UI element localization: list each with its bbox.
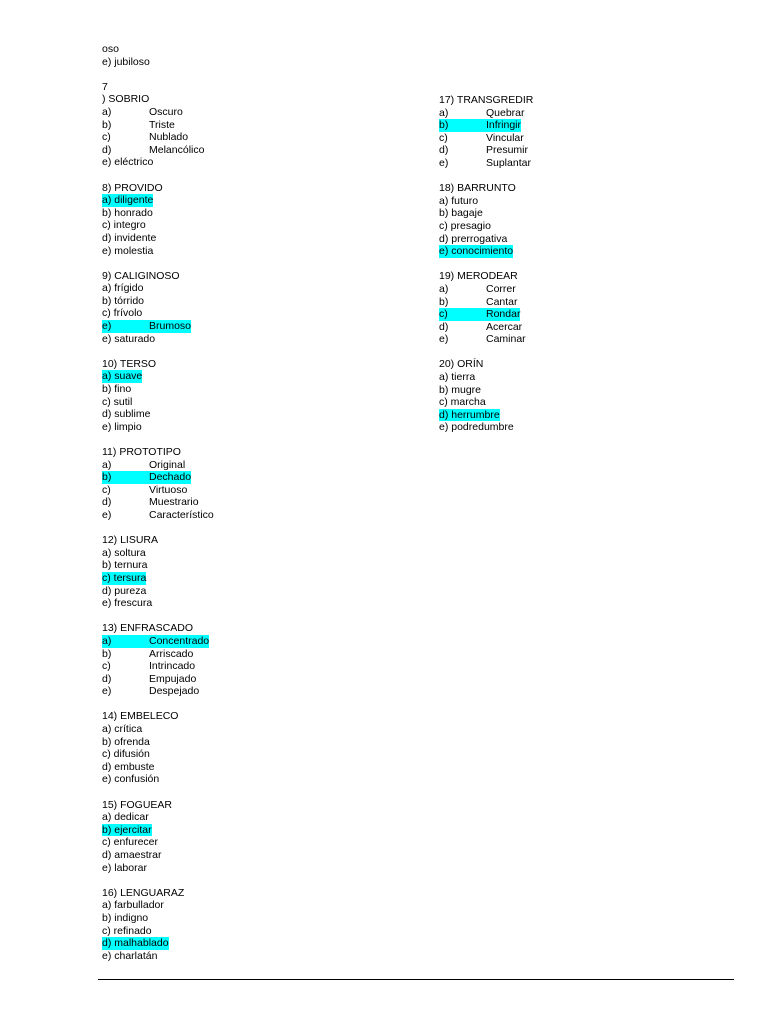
answer-text-wrap bbox=[102, 459, 185, 471]
answer-option bbox=[102, 207, 214, 220]
answer-option bbox=[102, 219, 214, 232]
option-text: c) tersura bbox=[102, 571, 147, 584]
answer-option bbox=[102, 899, 214, 912]
option-text: Característico bbox=[149, 508, 214, 521]
highlighted-answer bbox=[439, 409, 500, 422]
answer-text-wrap bbox=[439, 107, 525, 119]
option-letter: d) bbox=[102, 672, 112, 685]
option-text: c) difusión bbox=[102, 748, 150, 761]
answer-text-wrap bbox=[102, 396, 132, 408]
option-letter: e) bbox=[439, 156, 449, 169]
option-text: b) mugre bbox=[439, 383, 482, 396]
intro-line: oso bbox=[102, 43, 119, 55]
option-text: Empujado bbox=[149, 672, 197, 685]
answer-option bbox=[102, 648, 214, 661]
answer-text-wrap bbox=[102, 509, 214, 521]
question-title: 9) CALIGINOSO bbox=[102, 269, 180, 282]
right-question-list bbox=[439, 94, 533, 434]
answer-text-wrap bbox=[102, 484, 187, 496]
option-text: c) enfurecer bbox=[102, 836, 159, 849]
option-letter: c) bbox=[439, 308, 448, 321]
question-title: 16) LENGUARAZ bbox=[102, 886, 185, 899]
highlighted-answer bbox=[102, 370, 142, 383]
option-text: Muestrario bbox=[149, 496, 199, 509]
answer-option bbox=[439, 321, 533, 334]
answer-text-wrap bbox=[102, 547, 146, 559]
option-text: b) ofrenda bbox=[102, 735, 150, 748]
option-text: b) ternura bbox=[102, 559, 148, 572]
option-text: e) limpio bbox=[102, 420, 142, 433]
answer-option bbox=[439, 396, 533, 409]
question-title: 18) BARRUNTO bbox=[439, 182, 516, 195]
question-title: 13) ENFRASCADO bbox=[102, 622, 194, 635]
option-letter: d) bbox=[102, 143, 112, 156]
question-block bbox=[102, 887, 214, 963]
option-letter: a) bbox=[439, 106, 449, 119]
option-text: Intrincado bbox=[149, 660, 196, 673]
answer-text-wrap bbox=[102, 421, 142, 433]
answer-text-wrap bbox=[102, 761, 155, 773]
answer-text-wrap bbox=[102, 950, 157, 962]
answer-text-wrap bbox=[439, 333, 526, 345]
question-title: 14) EMBELECO bbox=[102, 710, 179, 723]
option-text: e) eléctrico bbox=[102, 156, 154, 169]
question-block bbox=[439, 358, 533, 434]
answer-option bbox=[102, 131, 214, 144]
option-text: c) integro bbox=[102, 219, 146, 232]
highlighted-answer bbox=[439, 119, 521, 132]
answer-option bbox=[439, 195, 533, 208]
option-letter: b) bbox=[102, 647, 112, 660]
answer-option bbox=[102, 408, 214, 421]
answer-text-wrap bbox=[102, 862, 147, 874]
intro-line: e) jubiloso bbox=[102, 55, 150, 68]
option-text: Acercar bbox=[486, 320, 523, 333]
answer-option bbox=[102, 660, 214, 673]
answer-option bbox=[102, 937, 214, 950]
answer-option bbox=[102, 925, 214, 938]
answer-option bbox=[102, 836, 214, 849]
answer-option bbox=[439, 384, 533, 397]
question-title: 17) TRANSGREDIR bbox=[439, 94, 534, 106]
option-text: b) ejercitar bbox=[102, 823, 152, 836]
answer-option bbox=[102, 849, 214, 862]
option-text: a) frígido bbox=[102, 282, 144, 295]
option-text: Presumir bbox=[486, 144, 529, 157]
answer-option bbox=[102, 484, 214, 497]
option-letter: e) bbox=[102, 508, 112, 521]
highlighted-answer bbox=[439, 245, 513, 258]
option-text: Suplantar bbox=[486, 156, 531, 169]
option-text: e) charlatán bbox=[102, 949, 158, 962]
answer-text-wrap bbox=[102, 660, 195, 672]
question-block bbox=[439, 94, 533, 170]
answer-text-wrap bbox=[102, 383, 131, 395]
answer-option bbox=[102, 748, 214, 761]
answer-text-wrap bbox=[102, 131, 188, 143]
answer-option bbox=[102, 685, 214, 698]
answer-option bbox=[102, 307, 214, 320]
option-text: Melancólico bbox=[149, 143, 205, 156]
option-text: Oscuro bbox=[149, 105, 183, 118]
option-text: a) dedicar bbox=[102, 811, 149, 824]
option-text: d) embuste bbox=[102, 760, 155, 773]
question-block bbox=[439, 270, 533, 346]
answer-option bbox=[102, 496, 214, 509]
answer-option bbox=[102, 421, 214, 434]
option-text: Quebrar bbox=[486, 106, 525, 119]
answer-option bbox=[102, 396, 214, 409]
answer-text-wrap bbox=[102, 899, 164, 911]
answer-text-wrap bbox=[102, 156, 153, 168]
highlighted-answer bbox=[102, 824, 152, 837]
answer-text-wrap bbox=[439, 195, 478, 207]
answer-text-wrap bbox=[102, 219, 146, 231]
answer-option bbox=[102, 144, 214, 157]
answer-text-wrap bbox=[102, 836, 158, 848]
answer-text-wrap bbox=[102, 496, 199, 508]
option-text: d) prerrogativa bbox=[439, 232, 508, 245]
answer-text-wrap bbox=[439, 321, 522, 333]
option-letter: e) bbox=[102, 320, 112, 333]
option-text: e) laborar bbox=[102, 861, 147, 874]
answer-option bbox=[102, 811, 214, 824]
option-text: e) saturado bbox=[102, 332, 156, 345]
highlighted-answer bbox=[102, 320, 191, 333]
answer-option bbox=[102, 572, 214, 585]
answer-text-wrap bbox=[102, 295, 144, 307]
answer-text-wrap bbox=[439, 371, 475, 383]
option-text: a) tierra bbox=[439, 371, 476, 384]
question-title: 11) PROTOTIPO bbox=[102, 446, 181, 458]
option-text: Rondar bbox=[486, 308, 521, 321]
option-text: Original bbox=[149, 458, 186, 471]
answer-option bbox=[439, 144, 533, 157]
answer-option bbox=[439, 283, 533, 296]
option-text: c) presagio bbox=[439, 219, 491, 232]
answer-option bbox=[439, 107, 533, 120]
answer-option bbox=[102, 559, 214, 572]
option-letter: e) bbox=[439, 333, 449, 346]
answer-option bbox=[439, 132, 533, 145]
spacer bbox=[102, 68, 214, 81]
answer-option bbox=[102, 194, 214, 207]
answer-option bbox=[102, 862, 214, 875]
option-text: d) invidente bbox=[102, 231, 157, 244]
answer-option bbox=[102, 471, 214, 484]
option-text: d) amaestrar bbox=[102, 849, 162, 861]
right-column bbox=[439, 94, 533, 447]
answer-text-wrap bbox=[102, 723, 142, 735]
question-block bbox=[102, 270, 214, 346]
answer-option bbox=[102, 585, 214, 598]
answer-option bbox=[102, 383, 214, 396]
option-letter: d) bbox=[439, 144, 449, 157]
answer-option bbox=[439, 157, 533, 170]
answer-text-wrap bbox=[102, 849, 162, 861]
answer-text-wrap bbox=[439, 207, 483, 219]
footer-rule bbox=[98, 979, 734, 980]
question-block bbox=[102, 446, 214, 522]
answer-text-wrap bbox=[102, 106, 183, 118]
left-column bbox=[102, 43, 214, 975]
option-text: Caminar bbox=[486, 333, 526, 346]
answer-text-wrap bbox=[102, 925, 152, 937]
option-text: e) confusión bbox=[102, 773, 160, 786]
answer-text-wrap bbox=[102, 773, 159, 785]
option-letter: a) bbox=[439, 282, 449, 295]
highlighted-answer bbox=[102, 635, 209, 648]
option-letter: c) bbox=[439, 131, 448, 144]
option-text: c) refinado bbox=[102, 924, 152, 937]
option-text: Correr bbox=[486, 282, 516, 295]
question-block bbox=[102, 622, 214, 698]
option-letter: d) bbox=[439, 320, 449, 333]
answer-option bbox=[439, 333, 533, 346]
question-title: 10) TERSO bbox=[102, 357, 157, 370]
option-text: Vincular bbox=[486, 131, 524, 144]
answer-option bbox=[102, 333, 214, 346]
answer-option bbox=[102, 824, 214, 837]
question-block bbox=[102, 534, 214, 610]
question-title: 8) PROVIDO bbox=[102, 181, 163, 194]
answer-text-wrap bbox=[102, 585, 146, 597]
answer-option bbox=[102, 509, 214, 522]
option-letter: b) bbox=[102, 118, 112, 131]
option-text: Triste bbox=[149, 118, 175, 131]
answer-text-wrap bbox=[439, 132, 524, 144]
answer-text-wrap bbox=[102, 282, 143, 294]
answer-option bbox=[102, 156, 214, 169]
answer-option bbox=[102, 723, 214, 736]
answer-text-wrap bbox=[439, 283, 516, 295]
option-text: a) farbullador bbox=[102, 899, 164, 912]
answer-option bbox=[102, 912, 214, 925]
option-text: c) sutil bbox=[102, 395, 133, 408]
answer-option bbox=[102, 370, 214, 383]
answer-text-wrap bbox=[439, 384, 481, 396]
option-text: Virtuoso bbox=[149, 483, 188, 496]
answer-text-wrap bbox=[439, 421, 514, 433]
answer-option bbox=[102, 295, 214, 308]
answer-option bbox=[102, 320, 214, 333]
intro-fragment bbox=[102, 43, 214, 68]
option-text: e) podredumbre bbox=[439, 421, 514, 434]
question-block bbox=[102, 799, 214, 875]
answer-text-wrap bbox=[102, 232, 156, 244]
option-letter: d) bbox=[102, 496, 112, 509]
question-block bbox=[439, 182, 533, 258]
highlighted-answer bbox=[102, 572, 146, 585]
answer-text-wrap bbox=[439, 220, 491, 232]
answer-option bbox=[439, 308, 533, 321]
answer-text-wrap bbox=[102, 685, 199, 697]
option-letter: e) bbox=[102, 685, 112, 698]
answer-text-wrap bbox=[439, 157, 531, 169]
option-text: b) honrado bbox=[102, 206, 153, 219]
option-text: c) marcha bbox=[439, 396, 486, 409]
answer-text-wrap bbox=[102, 673, 196, 685]
answer-text-wrap bbox=[102, 912, 148, 924]
answer-option bbox=[439, 421, 533, 434]
option-text: b) bagaje bbox=[439, 207, 483, 220]
answer-text-wrap bbox=[102, 245, 153, 257]
left-question-list bbox=[102, 81, 214, 963]
option-text: c) frívolo bbox=[102, 307, 143, 320]
answer-option bbox=[102, 673, 214, 686]
answer-option bbox=[102, 547, 214, 560]
answer-option bbox=[439, 371, 533, 384]
answer-option bbox=[102, 635, 214, 648]
answer-text-wrap bbox=[102, 736, 150, 748]
question-block bbox=[102, 358, 214, 434]
option-letter: b) bbox=[102, 471, 112, 484]
option-letter: c) bbox=[102, 660, 111, 673]
question-title: 7 bbox=[102, 80, 108, 93]
answer-option bbox=[102, 282, 214, 295]
answer-option bbox=[102, 232, 214, 245]
question-block bbox=[102, 710, 214, 786]
answer-text-wrap bbox=[102, 207, 153, 219]
answer-text-wrap bbox=[102, 748, 150, 760]
answer-option bbox=[102, 597, 214, 610]
option-text: Infringir bbox=[486, 119, 522, 132]
answer-text-wrap bbox=[102, 648, 193, 660]
question-title: 15) FOGUEAR bbox=[102, 798, 173, 811]
answer-text-wrap bbox=[439, 233, 507, 245]
answer-text-wrap bbox=[102, 597, 152, 609]
answer-option bbox=[439, 233, 533, 246]
option-text: b) indigno bbox=[102, 911, 149, 924]
answer-option bbox=[102, 736, 214, 749]
answer-text-wrap bbox=[102, 307, 142, 319]
answer-option bbox=[102, 119, 214, 132]
option-text: Despejado bbox=[149, 685, 200, 698]
option-text: a) crítica bbox=[102, 723, 143, 736]
answer-text-wrap bbox=[102, 408, 150, 420]
option-text: Dechado bbox=[149, 471, 192, 484]
option-letter: c) bbox=[102, 483, 111, 496]
answer-text-wrap bbox=[102, 144, 204, 156]
option-letter: a) bbox=[102, 634, 112, 647]
question-title: 12) LISURA bbox=[102, 534, 159, 547]
answer-option bbox=[439, 409, 533, 422]
question-title: 20) ORÍN bbox=[439, 358, 484, 371]
option-text: d) malhablado bbox=[102, 937, 169, 950]
answer-option bbox=[439, 220, 533, 233]
answer-text-wrap bbox=[439, 144, 528, 156]
option-letter: c) bbox=[102, 131, 111, 144]
answer-text-wrap bbox=[439, 296, 518, 308]
question-title: ) SOBRIO bbox=[102, 93, 150, 106]
option-text: Brumoso bbox=[149, 320, 192, 333]
answer-option bbox=[102, 773, 214, 786]
option-text: Nublado bbox=[149, 131, 189, 144]
option-text: b) tórrido bbox=[102, 294, 145, 307]
option-letter: a) bbox=[102, 458, 112, 471]
option-text: a) diligente bbox=[102, 194, 154, 207]
answer-text-wrap bbox=[102, 811, 149, 823]
option-text: e) molestia bbox=[102, 244, 154, 257]
option-text: a) suave bbox=[102, 370, 143, 383]
answer-option bbox=[439, 119, 533, 132]
option-text: d) sublime bbox=[102, 408, 151, 421]
highlighted-answer bbox=[102, 194, 153, 207]
option-text: e) frescura bbox=[102, 597, 153, 610]
option-text: d) pureza bbox=[102, 584, 147, 597]
answer-text-wrap bbox=[102, 559, 148, 571]
answer-option bbox=[102, 459, 214, 472]
option-text: d) herrumbre bbox=[439, 408, 500, 421]
highlighted-answer bbox=[439, 308, 520, 321]
answer-text-wrap bbox=[102, 119, 175, 131]
question-title: 19) MERODEAR bbox=[439, 270, 518, 283]
answer-text-wrap bbox=[439, 396, 486, 408]
option-letter: a) bbox=[102, 105, 112, 118]
answer-option bbox=[439, 245, 533, 258]
highlighted-answer bbox=[102, 937, 169, 950]
option-text: Arriscado bbox=[149, 647, 194, 660]
option-letter: b) bbox=[439, 295, 449, 308]
option-text: a) soltura bbox=[102, 546, 146, 559]
option-letter: b) bbox=[439, 119, 449, 132]
answer-option bbox=[102, 950, 214, 963]
answer-option bbox=[439, 207, 533, 220]
option-text: Cantar bbox=[486, 295, 518, 308]
question-block bbox=[102, 81, 214, 169]
option-text: a) futuro bbox=[439, 194, 479, 207]
answer-option bbox=[102, 106, 214, 119]
option-text: Concentrado bbox=[149, 634, 210, 647]
question-block bbox=[102, 182, 214, 258]
option-text: e) conocimiento bbox=[439, 245, 514, 258]
answer-text-wrap bbox=[102, 333, 155, 345]
option-text: b) fino bbox=[102, 383, 132, 396]
highlighted-answer bbox=[102, 471, 191, 484]
answer-option bbox=[102, 761, 214, 774]
answer-option bbox=[102, 245, 214, 258]
answer-option bbox=[439, 296, 533, 309]
